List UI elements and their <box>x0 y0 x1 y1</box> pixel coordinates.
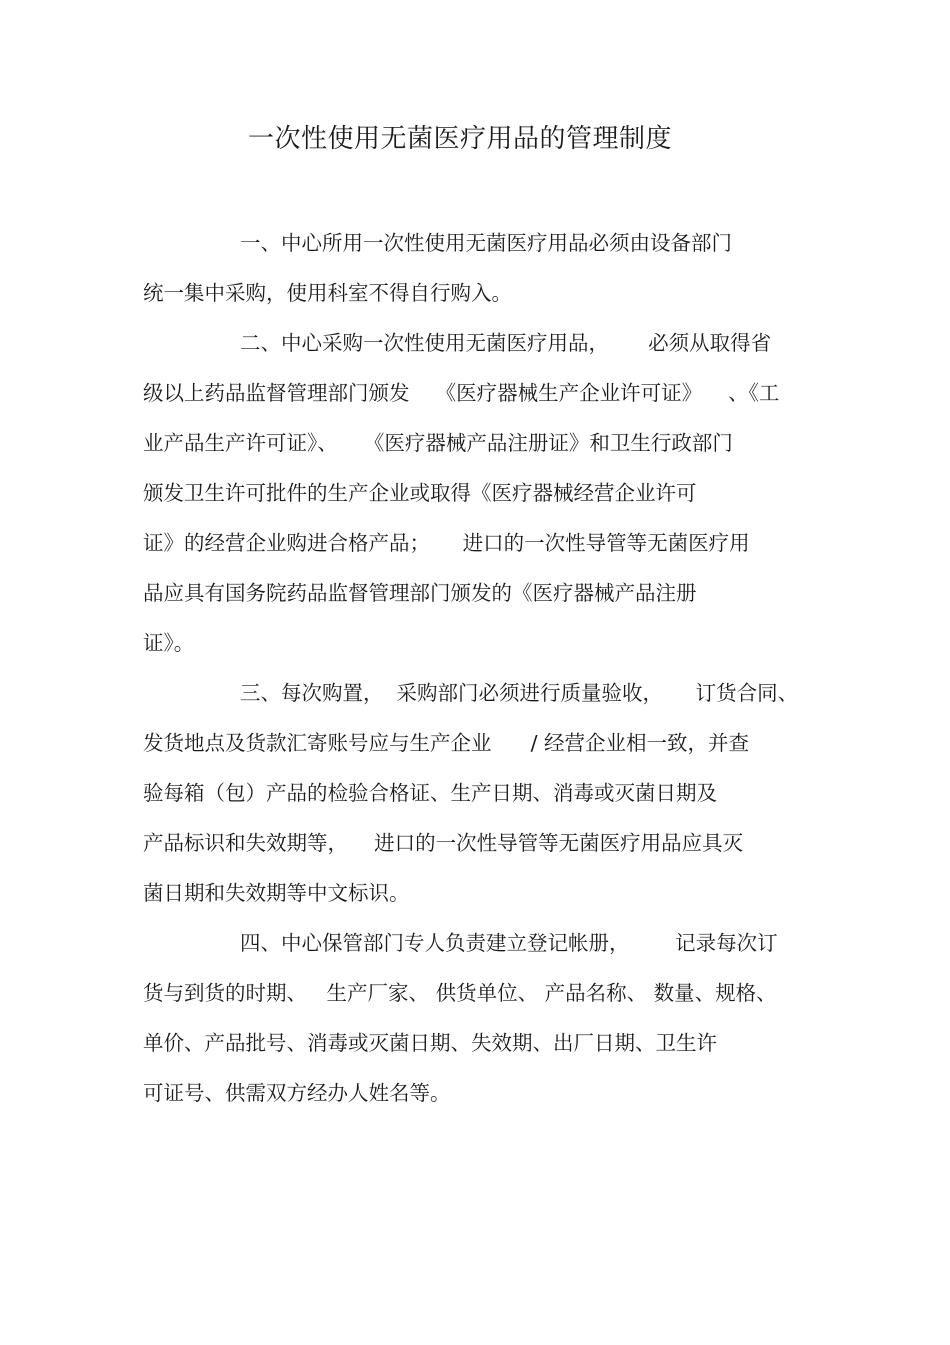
para-1-line-2: 统一集中采购，使用科室不得自行购入。 <box>143 281 512 305</box>
para-2-line-7: 证》。 <box>143 631 195 655</box>
para-4-line-4: 可证号、供需双方经办人姓名等。 <box>143 1081 451 1105</box>
para-3-line-2: 发货地点及货款汇寄账号应与生产企业 / 经营企业相一致，并查 <box>143 731 750 755</box>
para-1-line-1: 一、中心所用一次性使用无菌医疗用品必须由设备部门 <box>240 231 732 255</box>
document-title: 一次性使用无菌医疗用品的管理制度 <box>247 124 672 154</box>
para-2-line-4: 颁发卫生许可批件的生产企业或取得《医疗器械经营企业许可 <box>143 481 697 505</box>
para-2-line-6: 品应具有国务院药品监督管理部门颁发的《医疗器械产品注册 <box>143 581 697 605</box>
para-3-line-4: 产品标识和失效期等， 进口的一次性导管等无菌医疗用品应具灭 <box>143 831 744 855</box>
para-3-line-1: 三、每次购置， 采购部门必须进行质量验收， 订货合同、 <box>240 681 799 705</box>
para-4-line-1: 四、中心保管部门专人负责建立登记帐册， 记录每次订 <box>240 931 778 955</box>
para-3-line-5: 菌日期和失效期等中文标识。 <box>143 881 410 905</box>
para-4-line-3: 单价、产品批号、消毒或灭菌日期、失效期、出厂日期、卫生许 <box>143 1031 717 1055</box>
para-2-line-2: 级以上药品监督管理部门颁发 《医疗器械生产企业许可证》 、《工 <box>143 381 780 405</box>
para-4-line-2: 货与到货的时期、 生产厂家、 供货单位、 产品名称、 数量、规格、 <box>143 981 777 1005</box>
para-2-line-5: 证》的经营企业购进合格产品； 进口的一次性导管等无菌医疗用 <box>143 531 750 555</box>
para-2-line-1: 二、中心采购一次性使用无菌医疗用品， 必须从取得省 <box>240 331 772 355</box>
para-3-line-3: 验每箱（包）产品的检验合格证、生产日期、消毒或灭菌日期及 <box>143 781 717 805</box>
para-2-line-3: 业产品生产许可证》、 《医疗器械产品注册证》和卫生行政部门 <box>143 431 733 455</box>
